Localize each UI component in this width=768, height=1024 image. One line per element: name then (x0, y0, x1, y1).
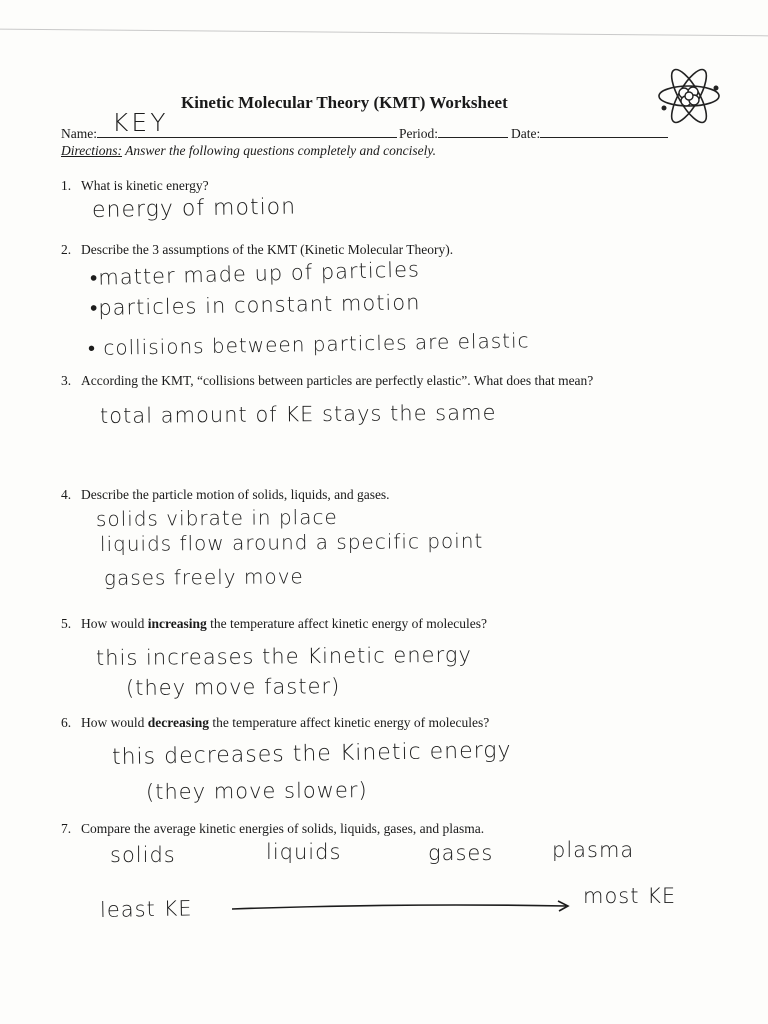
page-edge-line (0, 29, 768, 37)
answer-2-line-1: •matter made up of particles (89, 257, 421, 290)
answer-5-line-1: this increases the Kinetic energy (95, 642, 472, 670)
answer-7-least-ke: least KE (99, 896, 193, 922)
answer-2-line-2: •particles in constant motion (89, 290, 421, 320)
directions-text: Answer the following questions completely and concisely. (122, 143, 436, 158)
question-4: 4. Describe the particle motion of solids, liquids, and gases. (61, 487, 390, 502)
date-label: Date: (511, 126, 541, 141)
answer-7-most-ke: most KE (583, 884, 677, 908)
period-label: Period: (399, 126, 438, 141)
period-blank (438, 125, 508, 138)
answer-4-line-2: liquids flow around a specific point (99, 528, 484, 556)
answer-4-line-1: solids vibrate in place (95, 504, 338, 531)
question-6: 6. How would decreasing the temperature affect kinetic energy of molecules? (61, 715, 490, 730)
date-field (511, 125, 668, 142)
answer-2-line-3: • collisions between particles are elastic (87, 328, 530, 360)
question-3: 3. According the KMT, “collisions between particles are perfectly elastic”. What does that mean? (61, 373, 594, 388)
question-7: 7. Compare the average kinetic energies of solids, liquids, gases, and plasma. (61, 821, 485, 836)
answer-7-solids: solids (110, 843, 176, 867)
atom-icon (656, 68, 722, 124)
answer-3: total amount of KE stays the same (99, 400, 497, 428)
answer-1: energy of motion (91, 194, 297, 223)
answer-7-liquids: liquids (266, 840, 342, 864)
name-handwritten: KEY (112, 108, 169, 137)
directions (61, 143, 436, 159)
directions-label: Directions: (61, 143, 122, 158)
question-5: 5. How would increasing the temperature affect kinetic energy of molecules? (61, 616, 488, 631)
question-1: 1. What is kinetic energy? (61, 178, 209, 193)
worksheet-title: Kinetic Molecular Theory (KMT) Worksheet (181, 93, 508, 112)
answer-7-gases: gases (428, 841, 494, 865)
period-field (399, 125, 508, 142)
name-label: Name: (61, 126, 97, 141)
answer-4-line-3: gases freely move (103, 564, 304, 590)
answer-6-line-1: this decreases the Kinetic energy (111, 738, 512, 770)
date-blank (540, 125, 668, 138)
answer-5-line-2: (they move faster) (125, 674, 341, 700)
arrow-right-icon (232, 900, 572, 914)
answer-7-plasma: plasma (552, 838, 635, 862)
answer-6-line-2: (they move slower) (145, 778, 368, 804)
question-2: 2. Describe the 3 assumptions of the KMT (Kinetic Molecular Theory). (61, 242, 454, 257)
